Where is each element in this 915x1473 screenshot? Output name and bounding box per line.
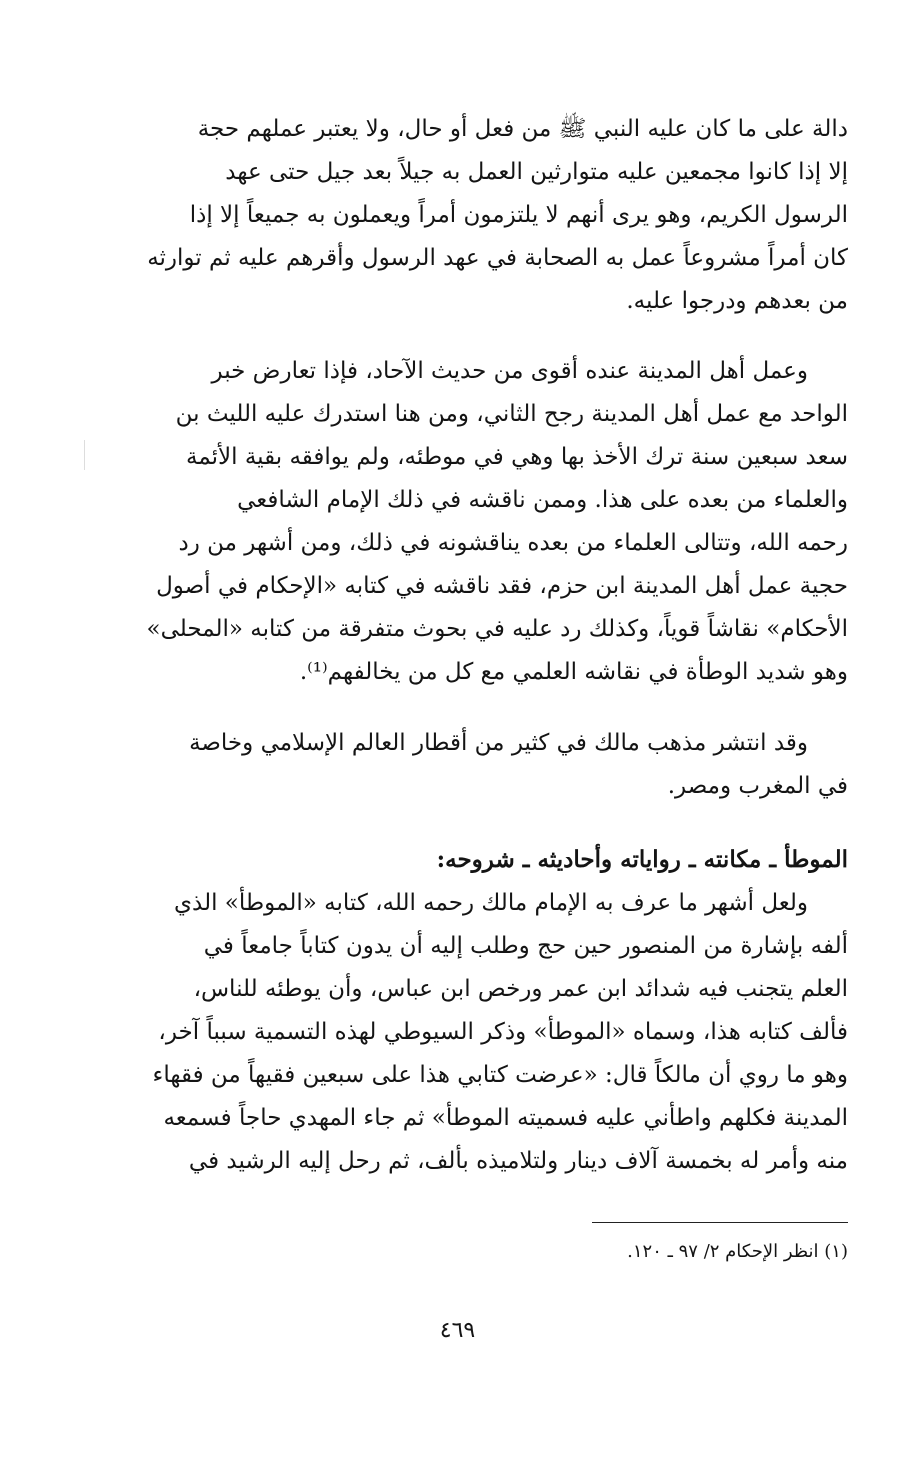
- paragraph-2-line: حجية عمل أهل المدينة ابن حزم، فقد ناقشه في كتابه «الإحكام في أصول: [156, 573, 848, 599]
- paragraph-1-line: كان أمراً مشروعاً عمل به الصحابة في عهد الرسول وأقرهم عليه ثم توارثه: [147, 245, 848, 271]
- section-heading: الموطأ ـ مكانته ـ رواياته وأحاديثه ـ شروحه:: [436, 846, 848, 873]
- paragraph-4-line: فألف كتابه هذا، وسماه «الموطأ» وذكر السيوطي لهذه التسمية سبباً آخر،: [158, 1019, 848, 1045]
- paragraph-1-line: الرسول الكريم، وهو يرى أنهم لا يلتزمون أمراً ويعملون به جميعاً إلا إذا: [189, 202, 848, 228]
- paragraph-2-line: الأحكام» نقاشاً قوياً، وكذلك رد عليه في بحوث متفرقة من كتابه «المحلى»: [146, 616, 848, 642]
- paragraph-4-line: ولعل أشهر ما عرف به الإمام مالك رحمه الله، كتابه «الموطأ» الذي: [174, 890, 808, 916]
- page-number: ٤٦٩: [439, 1318, 476, 1343]
- paragraph-4-line: منه وأمر له بخمسة آلاف دينار ولتلاميذه بألف، ثم رحل إليه الرشيد في: [188, 1148, 848, 1174]
- paragraph-2-line: سعد سبعين سنة ترك الأخذ بها وهي في موطئه، ولم يوافقه بقية الأئمة: [185, 444, 848, 470]
- paragraph-1-line: من بعدهم ودرجوا عليه.: [626, 288, 848, 314]
- paragraph-4-line: المدينة فكلهم واطأني عليه فسميته الموطأ» ثم جاء المهدي حاجاً فسمعه: [163, 1105, 848, 1131]
- paragraph-2: [100, 350, 848, 694]
- paragraph-3: [100, 722, 848, 808]
- paragraph-2-line: رحمه الله، وتتالى العلماء من بعده يناقشونه في ذلك، ومن أشهر من رد: [178, 530, 848, 556]
- paragraph-3-line: في المغرب ومصر.: [667, 773, 848, 799]
- paragraph-1-line: دالة على ما كان عليه النبي ﷺ من فعل أو حال، ولا يعتبر عملهم حجة: [197, 116, 848, 142]
- footnote: (١) انظر الإحكام ٢/ ٩٧ ـ ١٢٠.: [627, 1241, 848, 1262]
- paragraph-4: [100, 882, 848, 1183]
- paragraph-2-line: وعمل أهل المدينة عنده أقوى من حديث الآحاد، فإذا تعارض خبر: [211, 358, 808, 384]
- scan-margin-mark: [84, 440, 85, 470]
- paragraph-2-line: وهو شديد الوطأة في نقاشه العلمي مع كل من يخالفهم⁽¹⁾.: [299, 659, 848, 685]
- footnote-separator: [592, 1222, 848, 1223]
- paragraph-4-line: ألفه بإشارة من المنصور حين حج وطلب إليه أن يدون كتاباً جامعاً في: [203, 933, 848, 959]
- paragraph-1: [100, 108, 848, 323]
- paragraph-3-line: وقد انتشر مذهب مالك في كثير من أقطار العالم الإسلامي وخاصة: [189, 730, 808, 756]
- paragraph-2-line: الواحد مع عمل أهل المدينة رجح الثاني، ومن هنا استدرك عليه الليث بن: [175, 401, 848, 427]
- paragraph-1-line: إلا إذا كانوا مجمعين عليه متوارثين العمل به جيلاً بعد جيل حتى عهد: [225, 159, 848, 185]
- paragraph-4-line: وهو ما روي أن مالكاً قال: «عرضت كتابي هذا على سبعين فقيهاً من فقهاء: [152, 1062, 848, 1088]
- paragraph-4-line: العلم يتجنب فيه شدائد ابن عمر ورخص ابن عباس، وأن يوطئه للناس،: [193, 976, 848, 1002]
- paragraph-2-line: والعلماء من بعده على هذا. وممن ناقشه في ذلك الإمام الشافعي: [237, 487, 848, 513]
